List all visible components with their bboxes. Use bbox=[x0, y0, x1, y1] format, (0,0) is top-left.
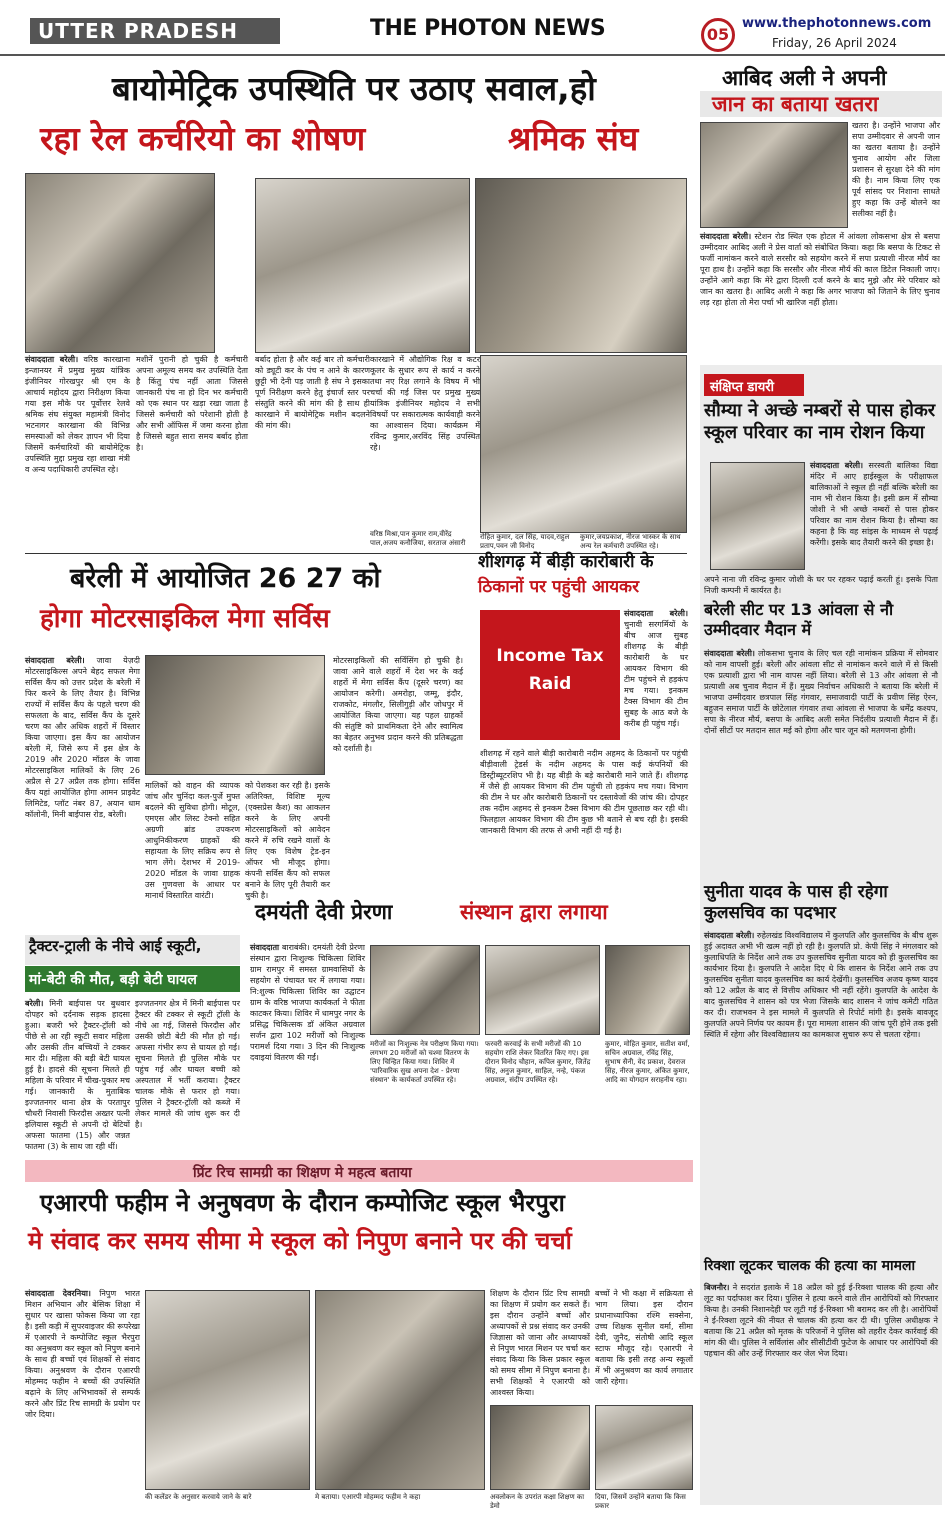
damyanti-col-1 bbox=[250, 942, 365, 1154]
aonla-text bbox=[704, 648, 938, 878]
motorcycle-col-1-text: जावा येज़दी मोटरसाइकिल्स अपने बेहद सफल मेगा सर्विस कैंप को उत्तर प्रदेश के बरेली में फिर करने के लिए तैयार है। विभिन्न राज्यों में सर्विस कैंप के पहले चरण की सफलता के बाद, सर्विस कैंप के दूसरे चरण का और अधिक शहरों में विस्तार किया जाएगा। इस कैंप का आयोजन बरेली में, जिसे रूप में इस क्षेत्र के 2019 और 2020 मॉडल के जावा मोटरसाइकिल मालिकों के लिए 26 अप्रैल से 27 अप्रैल तक होगा। सर्विस कैंप यहां आयोजित होगा आमन प्राइवेट लिमिटेड, प्लॉट नंबर 87, अयान धाम कॉलोनी, मिनी बाईपास रोड, बरेली। bbox=[25, 656, 141, 819]
damyanti-photo-3 bbox=[605, 945, 690, 1035]
damyanti-headline-black: दमयंती देवी प्रेरणा bbox=[255, 900, 393, 924]
state-label: UTTER PRADESH bbox=[30, 18, 280, 44]
diary-text-2: अपने नाना जी रविन्द्र कुमार जोशी के घर पर रहकर पढ़ाई करती हूं। इसके पिता निजी कम्पनी में कार्यरत है। bbox=[704, 575, 938, 595]
print-rich-caption-2: मे बताया। एआरपी मोहम्मद फहीम ने कहा bbox=[315, 1493, 421, 1501]
income-tax-raid-box bbox=[480, 610, 620, 740]
lead-photo-2 bbox=[255, 178, 470, 353]
lead-photo-1 bbox=[25, 173, 215, 353]
damyanti-headline-red: संस्थान द्वारा लगाया bbox=[460, 900, 608, 924]
lead-col-3: बर्बाद होता है और कई बार तो कर्मचारी को ड्यूटी कर के पंच न आने के कारण छुट्टी भी देनी पड़ जाती है संघ ने इसका पूर्ण निरीक्षण करने हेतु इंचार्ज स्तर पर संस्तुति करने की मांग की है साथ ही कारखाने में बायोमेट्रिक मशीन बदलने की मांग की। bbox=[255, 355, 370, 430]
abid-text-body: स्टेशन रोड स्थित एक होटल में आंवला लोकसभा क्षेत्र से बसपा उम्मीदवार आबिद अली ने प्रेस वार्ता को संबोधित किया। कहा कि बसपा के टिकट से फर्जी नामांकन करने वाले सरसौर को सहयोग करने में सपा प्रत्याशी नीरज मौर्य का पूरा हाथ है। उन्होंने कहा कि सरसौर और नीरज मौर्य की काल डिटेल निकाली जाए। उन्होंने आगे कहा कि मेरे द्वारा दिल्ली दर्ज करने के बाद मुझे और मेरे परिवार को जान का खतरा है। आबिद अली ने कहा कि अगर भाजपा को जिताने के लिए चुनाव लड़ रहा होता तो मेरा पर्चा भी खारिज नहीं होता। bbox=[700, 232, 941, 307]
sunita-byline: संवाददाता बरेली। bbox=[704, 931, 755, 940]
tractor-col-2: इज्जतनगर क्षेत्र में मिनी बाईपास पर ट्रैक्टर की टक्कर से स्कूटी ट्रॉली के नीचे आ गई, जिससे फिरदौस और उसकी छोटी बेटी की मौत हो गई। अफसा गंभीर रूप से घायल हो गई। सूचना मिलते ही पुलिस मौके पर पहुंच गई और घायल बच्ची को अस्पताल में भर्ती कराया। ट्रैक्टर चालक मौके से फरार हो गया। पुलिस ने ट्रैक्टर-ट्रॉली को कब्जे में लेकर मामले की जांच शुरू कर दी है। bbox=[135, 999, 240, 1129]
lead-caption-2: रोहित कुमार, दल सिंह, यादव,राहुल प्रताप,पवन जी विनोद bbox=[480, 533, 570, 550]
print-rich-caption-1: की कलेंडर के अनुसार करवाये जाने के बारे bbox=[145, 1493, 252, 1501]
issue-date: Friday, 26 April 2024 bbox=[772, 36, 897, 50]
newspaper-logo: THE PHOTON NEWS bbox=[370, 16, 606, 41]
print-rich-col-1 bbox=[25, 1288, 140, 1508]
damyanti-caption-c: कुमार, मोहित कुमार, सतीश वर्मा, सचिन अग्रवाल, रविंद्र सिंह, सुभाष सैनी, वेद प्रकाश, देवराज सिंह, नीरज कुमार, अंकित कुमार, आदि का योगदान सराहनीय रहा। bbox=[605, 1040, 690, 1084]
motorcycle-col-2: मालिकों को वाहन की व्यापक जांच और चुनिंदा कल-पुर्जे मुफ्त बदलने की सुविधा होगी। मोटूल, एमएस और लिस्ट टेक्नो सहित अग्रणी ब्रांड उपकरण आधुनिकीकरण ग्राहकों की सहायता के लिए सक्रिय रूप से भाग लेंगे। देशभर में 2019-2020 मॉडल के जावा ग्राहक उस गुणवत्ता के आधार पर मानार्थ विस्तारित वारंटी। bbox=[145, 781, 240, 900]
damyanti-byline: संवाददाता bbox=[250, 943, 280, 952]
sunita-text bbox=[704, 930, 938, 1255]
damyanti-photo-1 bbox=[370, 945, 480, 1035]
school-photo-3 bbox=[490, 1405, 590, 1490]
abid-byline: संवाददाता बरेली। bbox=[700, 232, 752, 241]
diary-text-body: सरस्वती बालिका विद्या मंदिर में आए हाईस्कूल के परीक्षाफल बालिकाओं ने स्कूल ही नहीं बल्कि बरेली का नाम भी रोशन किया है। इसी क्रम में सौम्या जोशी ने भी अच्छे नम्बरों से पास होकर परिवार का नाम रोशन किया है। सौम्या का कहना है कि वह सांइस के माध्यम से पढ़ाई करेंगी। इसके बाद तैयारी करने की इच्छा है। bbox=[810, 461, 939, 547]
abid-text bbox=[700, 231, 940, 353]
rickshaw-byline: बिजनौर। bbox=[704, 1283, 730, 1292]
abid-text-right: खतरा है। उन्होंने भाजपा और सपा उम्मीदवार से अपनी जान का खतरा बताया है। उन्होंने चुनाव आयोग और जिला प्रशासन से सुरक्षा देने की मांग की है। नाम किया लिए एक पूर्व सांसद पर निशाना साधते हुए कहा कि उन्हें बोलने का सलीका नहीं है। bbox=[852, 121, 940, 218]
lead-col-4: कारखाने में औद्योगिक रिक्ष व कटर कूलर के सुधार रूप से कार्य न करने तथा नए रिक्ष लगाने के विषय में भी चर्चा की गई जिस पर प्रमुख मुख्य यांत्रिक इंजीनियर महोदय ने सभी विषयों पर सकारात्मक कार्यवाही करने का आश्वासन दिया। कार्यक्रम में रविन्द्र कुमार,अरविंद सिंह उपस्थित रहे। bbox=[370, 355, 480, 452]
print-rich-col-1-text: निपुण भारत मिशन अभियान और बेसिक शिक्षा में सुधार पर खासा फोकस किया जा रहा है। इसी कड़ी में सुपरवाइजर की रूपरेखा में एआरपी ने कम्पोजिट स्कूल भैरपुरा का अनुश्रवण कर स्कूल को निपुण बनाने के साथ ही बच्चों एवं शिक्षकों से संवाद किया। अनुश्रवण के दौरान एआरपी मोहम्मद फहीम ने बच्चों की उपस्थिति बढ़ाने के लिए अभिभावकों से सम्पर्क करने और प्रिंट रिच सामग्री के प्रयोग पर जोर दिया। bbox=[25, 1289, 140, 1419]
rickshaw-headline: रिक्शा लूटकर चालक की हत्या का मामला bbox=[704, 1258, 916, 1274]
motorcycle-headline-line2: होगा मोटरसाइकिल मेगा सर्विस bbox=[40, 604, 330, 634]
print-rich-headline-line2: मे संवाद कर समय सीमा मे स्कूल को निपुण बनाने पर की चर्चा bbox=[28, 1227, 572, 1255]
shishgarh-byline: संवाददाता बरेली। bbox=[624, 609, 688, 618]
motorcycle-headline-line1: बरेली में आयोजित 26 27 को bbox=[70, 563, 381, 594]
lead-caption-1: वरिष्ठ मिश्रा,पान कुमार राम,वीरेंद्र पाल,अजय कनौजिया, सरताज अंसारी bbox=[370, 530, 466, 547]
print-rich-col-3: बच्चों ने भी कक्षा में सक्रियता से भाग लिया। इस दौरान प्रधानाध्यापिका रश्मि सक्सेना, उच्च शिक्षक सुनील वर्मा, सीमा देवी, जुनैद, संतोषी आदि स्कूल स्टाफ मौजूद रहे। एआरपी ने बताया कि इसी तरह अन्य स्कूलों में भी अनुश्रवण का कार्य लगातार जारी रहेगा। bbox=[595, 1289, 693, 1386]
lead-headline-line2a: रहा रेल कर्चरियो का शोषण bbox=[40, 119, 366, 158]
motorcycle-photo bbox=[145, 655, 325, 775]
lead-photo-4 bbox=[480, 355, 687, 533]
aonla-text-body: लोकसभा चुनाव के लिए चल रही नामांकन प्रक्रिया में सोमवार को नाम वापसी हुई। बरेली और आंवला सीट से नामांकन करने वाले में से किसी एक प्रत्याशी द्वारा भी नाम वापस नहीं लिया। बरेली से 13 और आंवला से नौ प्रत्याशी अब चुनाव मैदान में हैं। मुख्य निर्वाचन अधिकारी ने बताया कि बरेली में भाजपा उम्मीदवार छत्रपाल सिंह गंगवार, समाजवादी पार्टी के प्रवीण सिंह ऐरन, बहुजन समाज पार्टी के छोटेलाल गंगवार तथा आंवला से भाजपा के धर्मेंद्र कश्यप, सपा के नीरज मौर्य, बसपा के आबिद अली समेत निर्दलीय प्रत्याशी मैदान में हैं। दोनों सीटों पर मतदान सात मई को होगा और चार जून को मतगणना होगी। bbox=[704, 649, 939, 735]
tractor-byline: बरेली। bbox=[25, 999, 44, 1008]
lead-headline-line1: बायोमेट्रिक उपस्थिति पर उठाए सवाल,हो bbox=[112, 69, 596, 108]
motorcycle-col-4: मोटरसाइकिलों की सर्विसिंग हो चुकी है। जावा आने वाले शहरों में देश भर के कई शहरों में मेगा सर्विस कैंप (दूसरे चरण) का आयोजन करेगी। अमरोहा, जम्मू, इंदौर, राजकोट, मंगलौर, सिलीगुड़ी और जोधपुर में आयोजित किया जाएगा। यह पहल ग्राहकों की संतुष्टि को प्राथमिकता देने और स्वामित्व का बेहतर अनुभव प्रदान करने की प्रतिबद्धता को दर्शाती है। bbox=[333, 656, 463, 753]
soumya-photo bbox=[710, 462, 805, 570]
print-rich-caption-4: दिया, जिसमें उन्होंने बताया कि किस प्रकार bbox=[595, 1493, 686, 1510]
abid-photo bbox=[700, 122, 848, 228]
tractor-col-1-text: मिनी बाईपास पर बुधवार दोपहर को दर्दनाक सड़क हादसा हुआ। बजरी भरे ट्रैक्टर-ट्रॉली को पीछे से आ रही स्कूटी सवार महिला और उसकी तीन बच्चियों ने टक्कर मार दी। महिला की बड़ी बेटी घायल हुई है। हादसे की सूचना मिलते ही महिला के परिवार में चीख-पुकार मच गई। जानकारी के मुताबिक इज्जतनगर थाना क्षेत्र के परतापुर चौधरी निवासी फिरदौस अख्तर पत्नी इलियास स्कूटी से अपनी दो बेटियों अफसा फातमा (15) और जन्नत फातमा (3) के साथ जा रही थीं। bbox=[25, 999, 130, 1151]
print-rich-caption-3: अवलोकन के उपरांत कक्षा शिक्षण का डेमो bbox=[490, 1493, 585, 1510]
print-rich-headline-line1: एआरपी फहीम ने अनुषवण के दौरान कम्पोजिट स्कूल भैरपुरा bbox=[40, 1189, 565, 1217]
aonla-headline: बरेली सीट पर 13 आंवला से नौ उम्मीदवार मैदान में bbox=[704, 600, 894, 639]
aonla-byline: संवाददाता बरेली। bbox=[704, 649, 755, 658]
damyanti-caption-b: फरवरी करवाई के सभी मरीजों की 10 सहयोग राशि लेकर वितरित किए गए। इस दौरान विनोद चौहान, कपिल कुमार, जितेंद्र सिंह, अनुज कुमार, साहिल, नन्हे, पंकज अग्रवाल, संदीप उपस्थित रहे। bbox=[485, 1040, 591, 1084]
lead-photo-3 bbox=[475, 178, 687, 353]
raid-box-line2: Raid bbox=[528, 674, 572, 694]
website-link[interactable]: www.thephotonnews.com bbox=[742, 16, 932, 31]
damyanti-caption-a: मरीजों का निःशुल्क नेत्र परीक्षण किया गया। लगभग 20 मरीजों को चश्मा वितरण के लिए चिन्हित किया गया। शिविर में 'पारिवारिक सुख अपना देश - प्रेरणा संस्थान' के कार्यकर्ता उपस्थित रहे। bbox=[370, 1040, 479, 1084]
motorcycle-col-3: को पेशकश कर रही है। इसके अतिरिक्त, विशिष्ट मूल्य (एक्सप्रेस कैश) का आकलन करने के लिए अपनी मोटरसाइकिलों को आवेदन करने में रुचि रखने वालों के लिए एक विशेष ट्रेड-इन ऑफर भी मौजूद होगा। कंपनी सर्विस कैंप को सफल बनाने के लिए पूरी तैयारी कर चुकी है। bbox=[245, 781, 330, 900]
tractor-headline-line1: ट्रैक्टर-ट्राली के नीचे आई स्कूटी, bbox=[29, 937, 202, 955]
diary-label: संक्षिप्त डायरी bbox=[704, 374, 804, 396]
sunita-text-body: रुहेलखंड विश्वविद्यालय में कुलपति और कुलसचिव के बीच शुरू हुई अदावत अभी भी खत्म नहीं हो रही है। कुलपति प्रो. केपी सिंह ने मंगलवार को कुलाधिपति के निर्देश आने तक उप कुलसचिव सुनीता यादव को ही कुलसचिव का कार्यभार दिया है। कुलपति ने आदेश दिए थे कि शासन के निर्देश आने तक उप कुलसचिव सुनीता यादव कुलसचिव का कार्य देखेंगी। कुलसचिव अजय कृष्ण यादव को 12 अप्रैल के बाद से वित्तीय अधिकार भी नहीं रहेंगे। कुलपति के आदेश के बाद कुलसचिव ने शासन को पत्र भेजा जिसके बाद शासन ने जांच कमेटी गठित कर दी। राजभवन ने इस मामले में कुलपति से रिपोर्ट मांगी है। इसके बावजूद कुलपति अपने निर्णय पर कायम हैं। पूरा मामला शासन की जांच पूरी होने तक इसी स्थिति में रहेगा और विश्वविद्यालय का कामकाज सुचारु रूप से चलता रहेगा। bbox=[704, 931, 939, 1039]
abid-headline-line1: आबिद अली ने अपनी bbox=[722, 66, 887, 90]
tractor-headline-line2: मां-बेटी की मौत, बड़ी बेटी घायल bbox=[25, 966, 240, 992]
school-photo-4 bbox=[595, 1405, 693, 1490]
lead-caption-3: कुमार,जयप्रकाश, नीरज भास्कर के साथ अन्य रेल कर्मचारी उपस्थित रहे। bbox=[580, 533, 681, 550]
shishgarh-text: शीशगढ़ में रहने वाले बीड़ी कारोबारी नदीम अहमद के ठिकानों पर पहुंची बीड़ीवाली ट्रेडर्स के नदीम अहमद के पास कई कंपनियों की डिस्ट्रीब्यूटरशिप भी है। यह बीड़ी के बड़े कारोबारी माने जाते हैं। शीशगढ़ में जैसे ही आयकर विभाग की टीम पहुंची तो हड़कंप मच गया। विभाग की टीम ने घर और कारोबारी ठिकानों पर दस्तावेजों की जांच की। दोपहर तक नदीम अहमद से इनकम टैक्स विभाग की टीम पूछताछ कर रही थी। फिलहाल आयकर विभाग की टीम कुछ भी बताने से बच रही है। इसकी जानकारी विभाग की तरफ से अभी नहीं दी गई है। bbox=[480, 749, 688, 835]
tractor-headline-band bbox=[25, 935, 240, 965]
motorcycle-byline: संवाददाता बरेली। bbox=[25, 656, 85, 665]
shishgarh-text-side-body: चुनावी सरगर्मियों के बीच आज सुबह शीशगढ़ के बीड़ी कारोबारी के घर आयकर विभाग की टीम पहुंचने से हड़कंप मच गया। इनकम टैक्स विभाग की टीम सुबह के आठ बजे के करीब ही पहुंच गई। bbox=[624, 620, 688, 728]
diary-headline: सौम्या ने अच्छे नम्बरों से पास होकर स्कूल परिवार का नाम रोशन किया bbox=[704, 400, 936, 443]
lead-byline: संवाददाता बरेली। bbox=[25, 355, 79, 364]
tractor-col-1 bbox=[25, 998, 130, 1154]
shishgarh-headline-line1: शीशगढ़ में बीड़ी कारोबारी के bbox=[478, 552, 654, 572]
print-rich-banner-text: प्रिंट रिच सामग्री का शिक्षण मे महत्व बताया bbox=[193, 1165, 412, 1181]
abid-headline-band bbox=[700, 91, 942, 117]
diary-text bbox=[810, 460, 938, 572]
page-number: 05 bbox=[701, 18, 735, 52]
lead-headline-line2b: श्रमिक संघ bbox=[508, 119, 639, 158]
sunita-headline: सुनीता यादव के पास ही रहेगा कुलसचिव का पदभार bbox=[704, 882, 888, 923]
damyanti-photo-2 bbox=[485, 945, 600, 1035]
shishgarh-text-side bbox=[624, 608, 688, 746]
shishgarh-headline-line2: ठिकानों पर पहुंची आयकर bbox=[478, 577, 640, 597]
lead-col-1 bbox=[25, 354, 130, 542]
rickshaw-text-body: ने सदरांत इलाके में 18 अप्रैल को हुई ई-रिक्शा चालक की हत्या और लूट का पर्दाफाश कर दिया। पुलिस ने हत्या करने वाले तीन आरोपियों को गिरफ्तार किया है। उनकी निशानदेही पर लूटी गई ई-रिक्शा भी बरामद कर ली है। आरोपियों ने ई-रिक्शा लूटने की नीयत से चालक की हत्या कर दी थी। पुलिस अधीक्षक ने बताया कि 21 अप्रैल को मृतक के परिजनों ने पुलिस को तहरीर देकर कार्रवाई की मांग की थी। पुलिस ने सर्विलांस और सीसीटीवी फुटेज के आधार पर आरोपियों की पहचान की और उन्हें गिरफ्तार कर जेल भेज दिया। bbox=[704, 1283, 938, 1358]
rickshaw-text bbox=[704, 1282, 938, 1502]
school-photo-2 bbox=[315, 1290, 485, 1490]
masthead bbox=[0, 0, 945, 56]
damyanti-col-1-text: बाराबंकी। दमयंती देवी प्रेरणा संस्थान द्वारा निःशुल्क चिकित्सा शिविर ग्राम रामपुर में समस्त ग्रामवासियों के सहयोग से पंचायत घर में लगाया गया। नि:शुल्क चिकित्सा शिविर का उद्घाटन ग्राम के वरिष्ठ भाजपा कार्यकर्ता ने फीता काटकर किया। शिविर में धामपुर नगर के प्रसिद्ध चिकित्सक डॉ अंकित अग्रवाल सर्जन द्वारा 102 मरीजों को निःशुल्क परामर्श दिया गया। 3 दिन की निःशुल्क दवाइयां वितरण की गईं। bbox=[250, 943, 365, 1062]
lead-col-1-text: वरिष्ठ कारखाना इन्जानयर में प्रमुख मुख्य यांत्रिक इंजीनियर गोरखपुर श्री एम के आचार्य महोदय द्वारा निरीक्षण किया गया इस मौके पर पूर्वोत्तर रेलवे श्रमिक संघ संयुक्त महामंत्री विनोद भटनागर कारखाना की विभिन्न समस्याओं को लेकर ज्ञापन भी दिया जिसमें कर्मचारियों की बायोमेट्रिक उपस्थिति मुद्दा प्रमुख रहा शाखा मंत्री व अन्य पदाधिकारी उपस्थित रहे। bbox=[25, 355, 131, 474]
diary-byline: संवाददाता बरेली। bbox=[810, 461, 864, 470]
print-rich-col-2: शिक्षण के दौरान प्रिंट रिच सामग्री का शिक्षण में प्रयोग कर सकते हैं। इस दौरान उन्होंने बच्चों और अध्यापकों से प्रश्न संवाद कर उनकी जिज्ञासा को जाना और अध्यापकों से निपुण भारत मिशन पर चर्चा कर संवाद किया कि किस प्रकार स्कूल को समय सीमा में निपुण बनाना है। सभी शिक्षकों ने एआरपी को आश्वस्त किया। bbox=[490, 1289, 590, 1397]
raid-box-line1: Income Tax bbox=[496, 646, 604, 666]
print-rich-byline: संवाददाता देवरनिया। bbox=[25, 1289, 91, 1298]
lead-col-2: मशीनें पुरानी हो चुकी है कर्मचारी अपना अमूल्य समय कर उपस्थिति देता है किंतु पंच नहीं आता जिससे जानकारी पंच ना हो दिन भर कर्मचारी को एक स्थान पर खड़ा रखा जाता है जिससे कर्मचारी को परेशानी होती है और सभी ऑफिस में जमा करना होता है जिससे बहुत सारा समय बर्बाद होता है। bbox=[136, 355, 248, 452]
abid-headline-line2: जान का बताया खतरा bbox=[712, 92, 879, 116]
print-rich-banner bbox=[25, 1160, 693, 1182]
school-photo-1 bbox=[145, 1290, 310, 1490]
motorcycle-col-1 bbox=[25, 655, 140, 930]
